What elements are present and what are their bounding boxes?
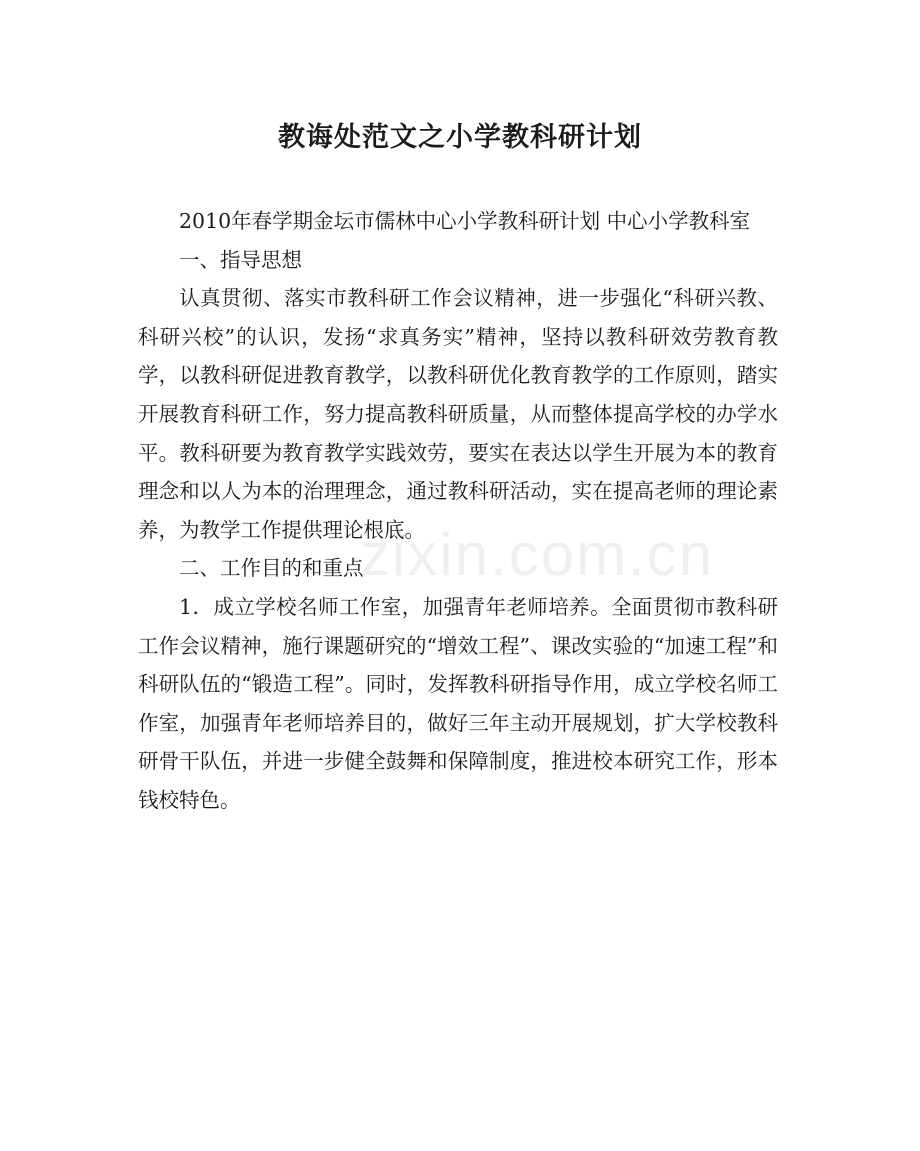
section-heading-guiding-thought: 一、指导思想 bbox=[179, 247, 302, 272]
paragraph-goal-1: 1．成立学校名师工作室，加强青年老师培养。全面贯彻市教科研工作会议精神，施行课题研究的“增效工程”、课改实验的“加速工程”和科研队伍的“锻造工程”。同时，发挥教科研指导作用，成立学校名师工作室，加强青年老师培养目的，做好三年主动开展规划，扩大学校教科研骨干队伍，并进一步健全鼓舞和保障制度，推进校本研究工作，形本钱校特色。 bbox=[138, 594, 778, 812]
section-heading-goals: 二、工作目的和重点 bbox=[179, 556, 364, 581]
watermark-logo: zixin.com.cn bbox=[360, 521, 715, 588]
document-body bbox=[138, 202, 778, 820]
paragraph-header-line: 2010年春学期金坛市儒林中心小学教科研计划 中心小学教科室 bbox=[179, 209, 751, 233]
document-title: 教诲处范文之小学教科研计划 bbox=[278, 122, 642, 153]
paragraph-guiding-thought: 认真贯彻、落实市教科研工作会议精神，进一步强化“科研兴教、科研兴校”的认识，发扬“求真务实”精神，坚持以教科研效劳教育教学，以教科研促进教育教学，以教科研优化教育教学的工作原则，踏实开展教育科研工作，努力提高教科研质量，从而整体提高学校的办学水平。教科研要为教育教学实践效劳，要实在表达以学生开展为本的教育理念和以人为本的治理理念，通过教科研活动，实在提高老师的理论素养，为教学工作提供理论根底。 bbox=[138, 286, 778, 542]
